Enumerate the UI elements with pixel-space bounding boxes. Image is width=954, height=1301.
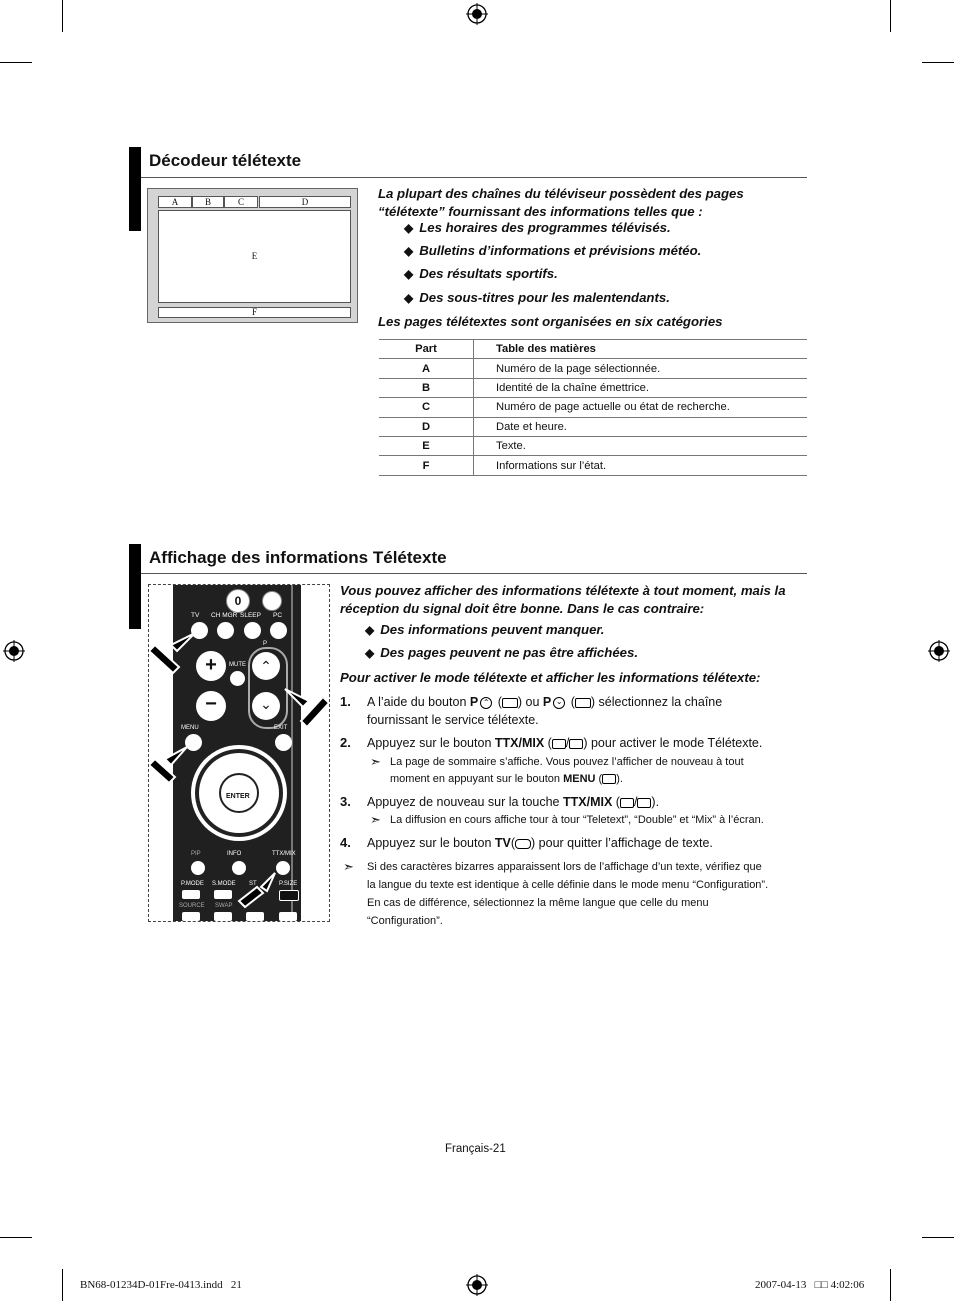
crop-mark [890, 1269, 891, 1301]
remote-label: SOURCE [179, 903, 205, 909]
remote-label: TV [191, 612, 200, 619]
step-item: 1. A l’aide du bouton P ⌃ ( ) ou P ⌄ ( ) sélectionnez la chaîne fournissant le service télétexte. [340, 694, 723, 727]
ttx-icon [620, 798, 634, 808]
section-divider [141, 177, 807, 178]
ttx-icon [552, 739, 566, 749]
registration-mark-icon [928, 640, 950, 662]
remote-label: EXIT [274, 725, 288, 731]
section-divider [141, 573, 807, 574]
section-title: Affichage des informations Télétexte [149, 548, 447, 567]
teletext-parts-table [379, 339, 807, 476]
remote-label: PC [273, 612, 283, 619]
mix-icon [569, 739, 583, 749]
table-cell: C [379, 398, 474, 417]
channel-up-icon: ⌃ [252, 652, 280, 680]
remote-label: MENU [181, 725, 199, 731]
remote-label: TTX/MIX [272, 851, 296, 857]
table-row [379, 436, 807, 455]
registration-mark-icon [466, 3, 488, 25]
bullet-item: ◆ Les horaires des programmes télévisés. [404, 220, 671, 235]
remote-label: PIP [191, 851, 201, 857]
table-row [379, 456, 807, 475]
categories-line: Les pages télétextes sont organisées en six catégories [378, 314, 723, 329]
remote-label: SLEEP [240, 612, 261, 619]
crop-mark [922, 62, 954, 63]
diagram-label-f: F [158, 307, 351, 318]
intro-text: La plupart des chaînes du téléviseur possèdent des pages “télétexte” fournissant des informations telles que : [378, 186, 744, 219]
table-cell: E [379, 436, 474, 455]
table-cell: Numéro de page actuelle ou état de recherche. [474, 398, 808, 417]
diagram-label-e: E [158, 210, 351, 303]
ch-up-icon [502, 698, 518, 708]
up-arrow-icon: ⌃ [480, 697, 492, 709]
section-bar [129, 544, 141, 629]
bullet-item: ◆ Des informations peuvent manquer. [365, 622, 605, 637]
crop-mark [62, 0, 63, 32]
bullet-item: ◆ Des sous-titres pour les malentendants. [404, 290, 670, 305]
note-arrow-icon: ➣ [343, 859, 354, 874]
note-item: ➣ La diffusion en cours affiche tour à tour “Teletext”, “Double” et “Mix” à l’écran. [370, 812, 764, 827]
remote-label: MUTE [229, 662, 246, 668]
crop-mark [0, 62, 32, 63]
remote-label: ST [249, 881, 257, 887]
down-arrow-icon: ⌄ [553, 697, 565, 709]
bullet-item: ◆ Bulletins d’informations et prévisions météo. [404, 243, 702, 258]
table-cell: A [379, 359, 474, 378]
table-cell: Texte. [474, 436, 808, 455]
table-cell: Date et heure. [474, 417, 808, 436]
subheading: Pour activer le mode télétexte et afficher les informations télétexte: [340, 670, 761, 685]
table-row [379, 378, 807, 397]
mix-icon [637, 798, 651, 808]
registration-mark-icon [3, 640, 25, 662]
file-name: BN68-01234D-01Fre-0413.indd 21 [80, 1279, 242, 1291]
registration-mark-icon [466, 1274, 488, 1296]
table-cell: Numéro de la page sélectionnée. [474, 359, 808, 378]
crop-mark [890, 0, 891, 32]
table-cell: Informations sur l’état. [474, 456, 808, 475]
menu-icon [602, 774, 616, 784]
crop-mark [0, 1237, 32, 1238]
table-cell: D [379, 417, 474, 436]
remote-label: SWAP [215, 903, 233, 909]
section-bar [129, 147, 141, 231]
table-cell: Identité de la chaîne émettrice. [474, 378, 808, 397]
remote-label: P [263, 641, 268, 647]
remote-label: P.MODE [181, 881, 204, 887]
crop-mark [62, 1269, 63, 1301]
volume-down-icon: − [196, 691, 226, 721]
remote-label: P.SIZE [279, 881, 298, 887]
table-header-cell: Part [379, 340, 474, 359]
remote-button-0: 0 [226, 589, 250, 613]
table-header-row [379, 340, 807, 359]
volume-up-icon: + [196, 651, 226, 681]
step-item: 2. Appuyez sur le bouton TTX/MIX ( / ) pour activer le mode Télétexte. [340, 735, 763, 750]
note-item: ➣ Si des caractères bizarres apparaissent lors de l’affichage d’un texte, vérifiez que la langue du texte est identique à celle définie dans le mode menu “Configuration”. En cas de différence, sélectionnez la même langue que celle du menu “Configuration”. [343, 859, 769, 927]
remote-label: ENTER [226, 793, 250, 800]
print-timestamp: 2007-04-13 □□ 4:02:06 [755, 1279, 865, 1291]
tv-icon [515, 839, 531, 849]
bullet-item: ◆ Des résultats sportifs. [404, 266, 558, 281]
diagram-label-d: D [259, 196, 351, 208]
step-item: 3. Appuyez de nouveau sur la touche TTX/MIX ( / ). [340, 794, 660, 809]
table-row [379, 359, 807, 378]
crop-mark [922, 1237, 954, 1238]
step-item: 4. Appuyez sur le bouton TV( ) pour quitter l’affichage de texte. [340, 835, 713, 850]
note-item: ➣ La page de sommaire s’affiche. Vous pouvez l’afficher de nouveau à tout moment en appuyant sur le bouton MENU ( ). [370, 754, 744, 785]
table-header-cell: Table des matières [474, 340, 808, 359]
remote-label: S.MODE [212, 881, 236, 887]
remote-label: CH MGR [211, 612, 238, 619]
table-row [379, 398, 807, 417]
bullet-item: ◆ Des pages peuvent ne pas être affichées. [365, 645, 638, 660]
note-arrow-icon: ➣ [370, 812, 381, 827]
diagram-label-b: B [192, 196, 224, 208]
intro-text: Vous pouvez afficher des informations télétexte à tout moment, mais la réception du signal doit être bonne. Dans le cas contraire: [340, 583, 786, 616]
note-arrow-icon: ➣ [370, 754, 381, 769]
diagram-label-c: C [224, 196, 258, 208]
page-number: Français-21 [445, 1143, 506, 1155]
pointer-arrows-icon [149, 585, 330, 922]
table-cell: B [379, 378, 474, 397]
remote-label: INFO [227, 851, 242, 857]
table-cell: F [379, 456, 474, 475]
diagram-label-a: A [158, 196, 192, 208]
remote-illustration [148, 584, 330, 922]
teletext-diagram [147, 188, 358, 323]
table-row [379, 417, 807, 436]
ch-down-icon [575, 698, 591, 708]
section-title: Décodeur télétexte [149, 151, 302, 170]
channel-down-icon: ⌄ [252, 692, 280, 720]
